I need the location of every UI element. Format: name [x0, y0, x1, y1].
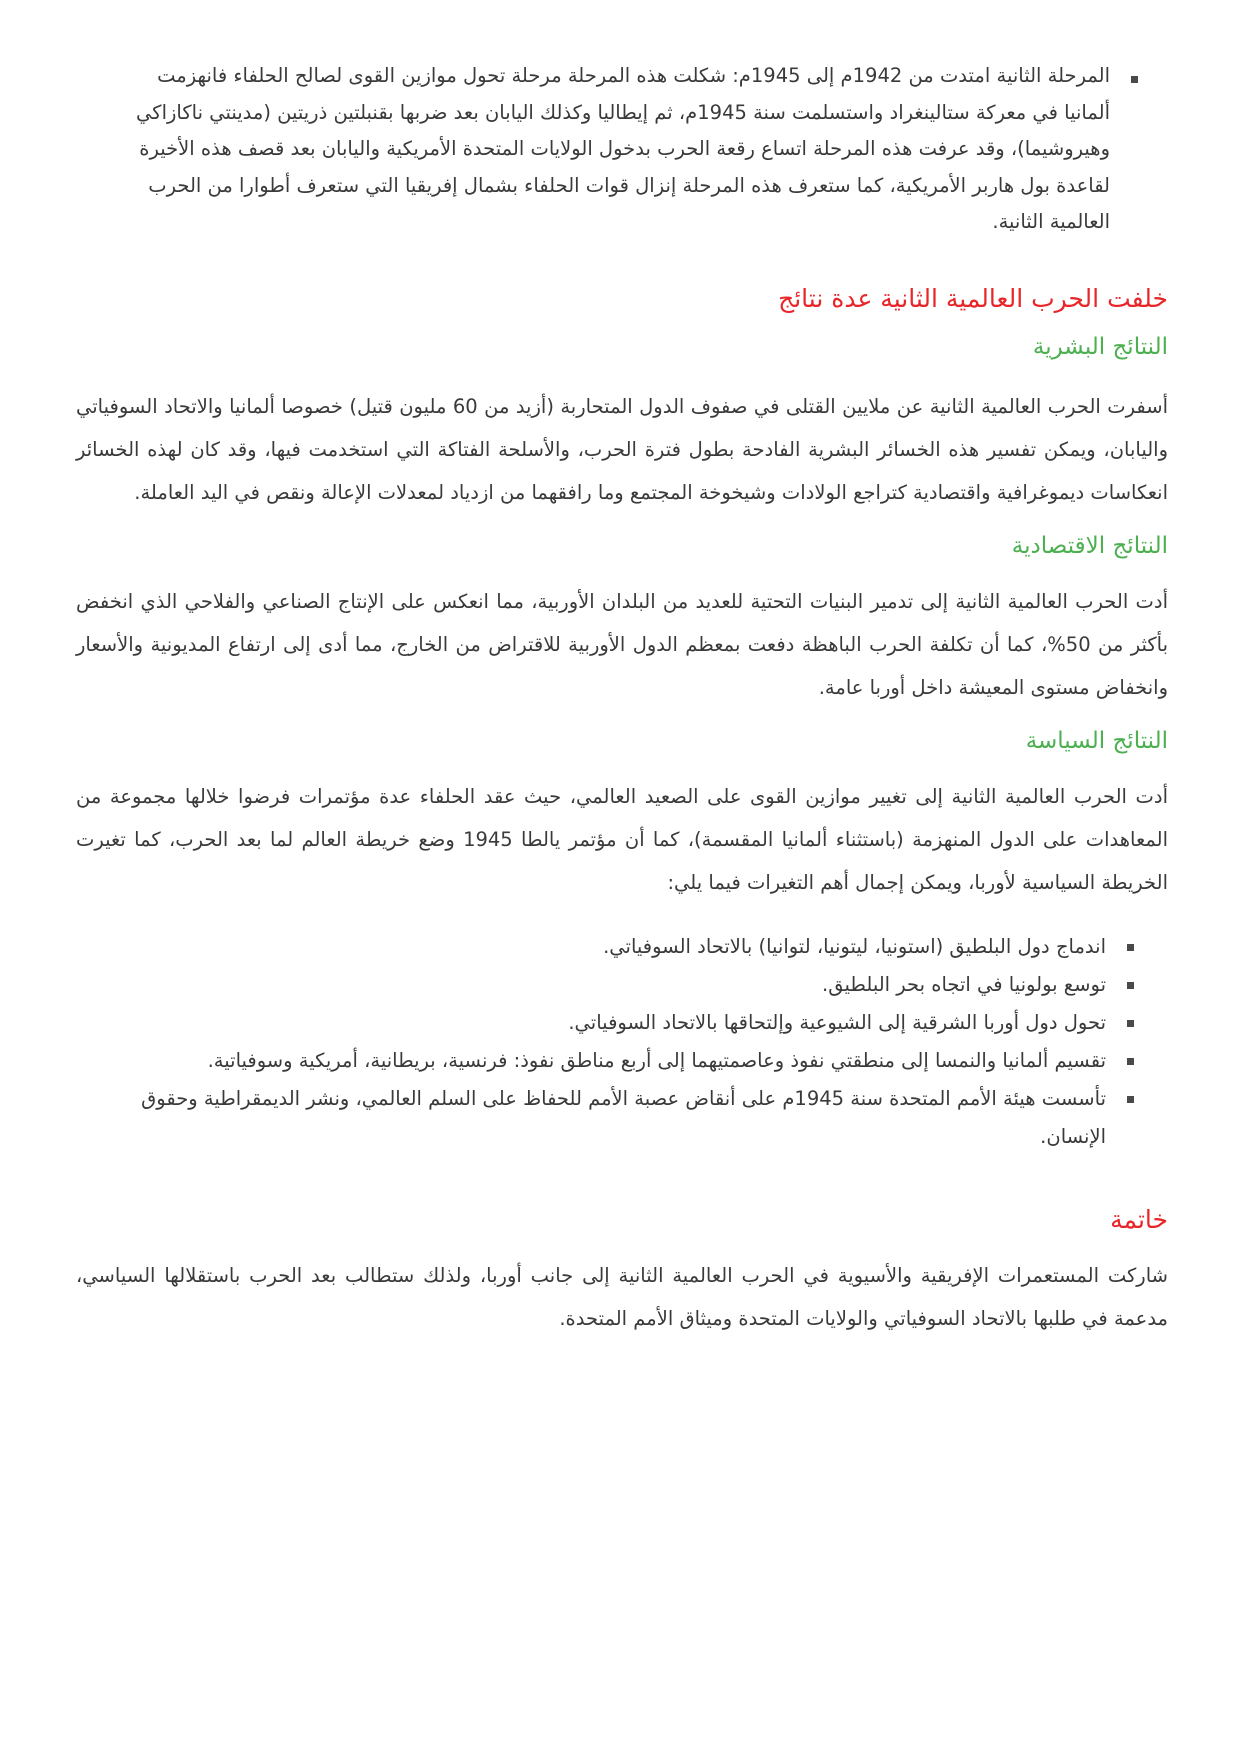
- political-changes-list: [76, 928, 1138, 1156]
- bullet-square-icon: [1127, 944, 1134, 951]
- political-results-text: أدت الحرب العالمية الثانية إلى تغيير موازين القوى على الصعيد العالمي، حيث عقد الحلفاء عدة مؤتمرات فرضوا خلالها مجموعة من المعاهدات على الدول المنهزمة (باستثناء ألمانيا المقسمة)، كما أن مؤتمر يالطا 1945 وضع خريطة العالم لما بعد الحرب، كما تغيرت الخريطة السياسية لأوربا، ويمكن إجمال أهم التغيرات فيما يلي:: [76, 784, 1168, 894]
- bullet-square-icon: [1127, 1058, 1134, 1065]
- change-item-text: اندماج دول البلطيق (استونيا، ليتونيا، لتوانيا) بالاتحاد السوفياتي.: [603, 934, 1106, 958]
- conclusion-text: شاركت المستعمرات الإفريقية والأسيوية في الحرب العالمية الثانية إلى جانب أوربا، ولذلك ستطالب بعد الحرب باستقلالها السياسي، مدعمة في طلبها بالاتحاد السوفياتي والولايات المتحدة وميثاق الأمم المتحدة.: [76, 1263, 1168, 1330]
- intro-bullet-text: المرحلة الثانية امتدت من 1942م إلى 1945م: شكلت هذه المرحلة مرحلة تحول موازين القوى لصالح الحلفاء فانهزمت ألمانيا في معركة ستالينغراد واستسلمت سنة 1945م، ثم إيطاليا وكذلك اليابان بعد ضربها بقنبلتين ذريتين (مدينتي ناكازاكي وهيروشيما)، وقد عرفت هذه المرحلة اتساع رقعة الحرب بدخول الولايات المتحدة الأمريكية واليابان بعد قصف هذه الأخيرة لقاعدة بول هاربر الأمريكية، كما ستعرف هذه المرحلة إنزال قوات الحلفاء بشمال إفريقيا التي ستعرف أطوارا من الحرب العالمية الثانية.: [136, 64, 1110, 233]
- intro-bullet-list: [108, 58, 1172, 241]
- list-item: [76, 1042, 1138, 1080]
- change-item-text: تقسيم ألمانيا والنمسا إلى منطقتي نفوذ وعاصمتيهما إلى أربع مناطق نفوذ: فرنسية، بريطانية، أمريكية وسوفياتية.: [207, 1048, 1106, 1072]
- results-heading: خلفت الحرب العالمية الثانية عدة نتائج: [778, 283, 1168, 313]
- bullet-square-icon: [1131, 76, 1138, 83]
- conclusion-heading: خاتمة: [1110, 1204, 1168, 1234]
- human-results-heading: النتائج البشرية: [1032, 333, 1168, 360]
- list-item: [108, 58, 1142, 241]
- change-item-text: تحول دول أوربا الشرقية إلى الشيوعية وإلتحاقها بالاتحاد السوفياتي.: [568, 1010, 1106, 1034]
- document-page: [76, 58, 1168, 1340]
- political-results-heading: النتائج السياسة: [1025, 727, 1168, 754]
- bullet-square-icon: [1127, 1020, 1134, 1027]
- change-item-text: توسع بولونيا في اتجاه بحر البلطيق.: [822, 972, 1106, 996]
- list-item: [76, 966, 1138, 1004]
- human-results-text: أسفرت الحرب العالمية الثانية عن ملايين القتلى في صفوف الدول المتحاربة (أزيد من 60 مليون قتيل) خصوصا ألمانيا والاتحاد السوفياتي واليابان، ويمكن تفسير هذه الخسائر البشرية الفادحة بطول فترة الحرب، والأسلحة الفتاكة التي استخدمت فيها، وقد كان لهذه الخسائر انعكاسات ديموغرافية واقتصادية كتراجع الولادات وشيخوخة المجتمع وما رافقهما من ازدياد لمعدلات الإعالة ونقص في اليد العاملة.: [76, 394, 1169, 504]
- bullet-square-icon: [1127, 982, 1134, 989]
- intro-section: [108, 58, 1170, 241]
- list-item: [76, 1080, 1138, 1156]
- list-item: [76, 1004, 1138, 1042]
- economic-results-heading: النتائج الاقتصادية: [1011, 532, 1168, 559]
- economic-results-text: أدت الحرب العالمية الثانية إلى تدمير البنيات التحتية للعديد من البلدان الأوربية، مما انعكس على الإنتاج الصناعي والفلاحي الذي انخفض بأكثر من 50%، كما أن تكلفة الحرب الباهظة دفعت بمعظم الدول الأوربية للاقتراض من الخارج، مما أدى إلى ارتفاع المديونية والأسعار وانخفاض مستوى المعيشة داخل أوربا عامة.: [76, 589, 1169, 699]
- list-item: [76, 928, 1138, 966]
- bullet-square-icon: [1127, 1096, 1134, 1103]
- change-item-text: تأسست هيئة الأمم المتحدة سنة 1945م على أنقاض عصبة الأمم للحفاظ على السلم العالمي، ونشر الديمقراطية وحقوق الإنسان.: [141, 1086, 1106, 1148]
